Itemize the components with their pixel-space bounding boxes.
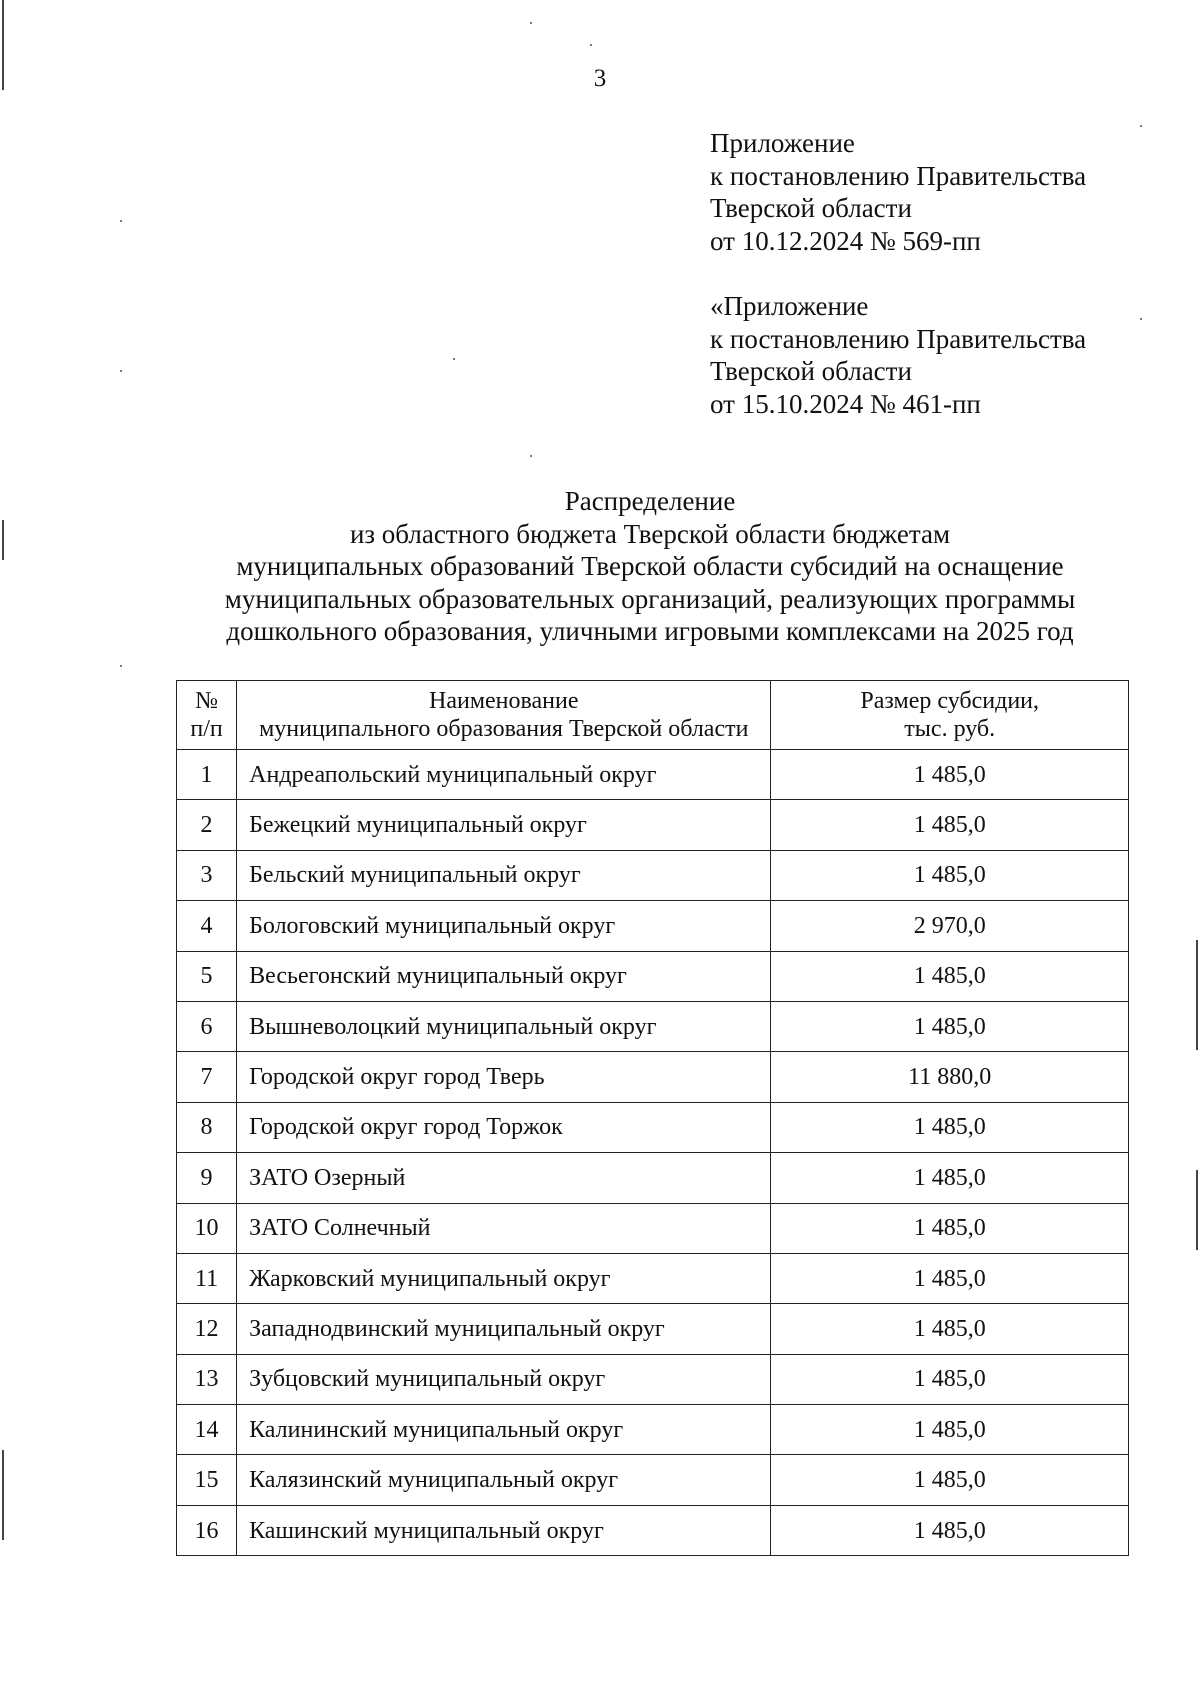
table-body — [177, 750, 1129, 1556]
title-line: Распределение — [564, 486, 736, 516]
municipality-name: Городской округ город Торжок — [237, 1102, 771, 1152]
row-number: 5 — [177, 951, 237, 1001]
subsidy-amount: 1 485,0 — [771, 1455, 1129, 1505]
row-number: 6 — [177, 1001, 237, 1051]
municipality-name: Городской округ город Тверь — [237, 1052, 771, 1102]
table-row — [177, 1203, 1129, 1253]
scan-dust — [1140, 125, 1142, 127]
subsidy-amount: 1 485,0 — [771, 1102, 1129, 1152]
subsidy-amount: 1 485,0 — [771, 1153, 1129, 1203]
municipality-name: Калининский муниципальный округ — [237, 1405, 771, 1455]
municipality-name: Бельский муниципальный округ — [237, 850, 771, 900]
page-number: 3 — [593, 65, 607, 92]
subsidy-amount: 1 485,0 — [771, 800, 1129, 850]
table-row — [177, 1001, 1129, 1051]
municipality-name: ЗАТО Солнечный — [237, 1203, 771, 1253]
municipality-name: Жарковский муниципальный округ — [237, 1253, 771, 1303]
subsidy-amount: 1 485,0 — [771, 951, 1129, 1001]
row-number: 1 — [177, 750, 237, 800]
scan-edge-mark — [2, 0, 4, 90]
municipality-name: ЗАТО Озерный — [237, 1153, 771, 1203]
table-header-row — [177, 681, 1129, 750]
scan-edge-mark — [1196, 940, 1198, 1050]
row-number: 13 — [177, 1354, 237, 1404]
scan-dust — [590, 44, 592, 46]
municipality-name: Андреапольский муниципальный округ — [237, 750, 771, 800]
title-line: дошкольного образования, уличными игровыми комплексами на 2025 год — [226, 616, 1074, 646]
table-row — [177, 850, 1129, 900]
table-row — [177, 1455, 1129, 1505]
table-row — [177, 1052, 1129, 1102]
table-row — [177, 1102, 1129, 1152]
row-number: 16 — [177, 1505, 237, 1555]
document-title — [0, 485, 1200, 648]
table-row — [177, 901, 1129, 951]
row-number: 10 — [177, 1203, 237, 1253]
table-row — [177, 1153, 1129, 1203]
subsidy-amount: 11 880,0 — [771, 1052, 1129, 1102]
table-row — [177, 750, 1129, 800]
municipality-name: Кашинский муниципальный округ — [237, 1505, 771, 1555]
subsidy-amount: 1 485,0 — [771, 1405, 1129, 1455]
title-line: из областного бюджета Тверской области бюджетам — [349, 518, 951, 549]
table-row — [177, 800, 1129, 850]
appendix-region: Тверской области — [710, 193, 912, 223]
municipality-name: Весьегонский муниципальный округ — [237, 951, 771, 1001]
municipality-name: Калязинский муниципальный округ — [237, 1455, 771, 1505]
appendix-resolution: к постановлению Правительства — [710, 160, 1087, 191]
appendix-resolution: к постановлению Правительства — [710, 323, 1087, 354]
table-row — [177, 1354, 1129, 1404]
municipality-name: Западнодвинский муниципальный округ — [237, 1304, 771, 1354]
table-row — [177, 951, 1129, 1001]
subsidy-amount: 1 485,0 — [771, 750, 1129, 800]
scan-dust — [120, 370, 122, 372]
appendix-header-original — [710, 290, 1170, 420]
row-number: 7 — [177, 1052, 237, 1102]
municipality-name: Бежецкий муниципальный округ — [237, 800, 771, 850]
scan-dust — [120, 220, 122, 222]
appendix-date-number: от 15.10.2024 № 461-пп — [710, 388, 981, 419]
scan-dust — [453, 358, 455, 360]
header-municipality-name: Наименование муниципального образования Тверской области — [237, 681, 771, 750]
scan-edge-mark — [1196, 1170, 1198, 1250]
header-subsidy-amount: Размер субсидии, тыс. руб. — [771, 681, 1129, 750]
appendix-date-number: от 10.12.2024 № 569-пп — [710, 225, 981, 256]
table-header — [177, 681, 1129, 750]
subsidy-amount: 2 970,0 — [771, 901, 1129, 951]
table-row — [177, 1505, 1129, 1555]
subsidy-amount: 1 485,0 — [771, 1001, 1129, 1051]
subsidy-distribution-table — [176, 680, 1129, 1556]
table-row — [177, 1304, 1129, 1354]
table-row — [177, 1405, 1129, 1455]
municipality-name: Бологовский муниципальный округ — [237, 901, 771, 951]
table-row — [177, 1253, 1129, 1303]
row-number: 12 — [177, 1304, 237, 1354]
row-number: 8 — [177, 1102, 237, 1152]
row-number: 15 — [177, 1455, 237, 1505]
subsidy-amount: 1 485,0 — [771, 1203, 1129, 1253]
subsidy-amount: 1 485,0 — [771, 1253, 1129, 1303]
title-line: муниципальных образовательных организаций, реализующих программы — [224, 583, 1076, 614]
title-line: муниципальных образований Тверской области субсидий на оснащение — [236, 551, 1064, 581]
appendix-label: «Приложение — [710, 291, 869, 321]
scan-edge-mark — [2, 520, 4, 560]
subsidy-amount: 1 485,0 — [771, 1304, 1129, 1354]
subsidy-amount: 1 485,0 — [771, 850, 1129, 900]
row-number: 2 — [177, 800, 237, 850]
row-number: 14 — [177, 1405, 237, 1455]
row-number: 9 — [177, 1153, 237, 1203]
subsidy-amount: 1 485,0 — [771, 1505, 1129, 1555]
scan-dust — [1140, 318, 1142, 320]
row-number: 3 — [177, 850, 237, 900]
scan-dust — [120, 665, 122, 667]
row-number: 4 — [177, 901, 237, 951]
municipality-name: Зубцовский муниципальный округ — [237, 1354, 771, 1404]
scan-dust — [530, 455, 532, 457]
scan-dust — [530, 22, 532, 24]
appendix-region: Тверской области — [710, 356, 912, 386]
municipality-name: Вышневолоцкий муниципальный округ — [237, 1001, 771, 1051]
appendix-label: Приложение — [710, 128, 855, 158]
subsidy-amount: 1 485,0 — [771, 1354, 1129, 1404]
row-number: 11 — [177, 1253, 237, 1303]
scan-edge-mark — [2, 1450, 4, 1540]
header-number: № п/п — [177, 681, 237, 750]
appendix-header-current — [710, 127, 1170, 257]
